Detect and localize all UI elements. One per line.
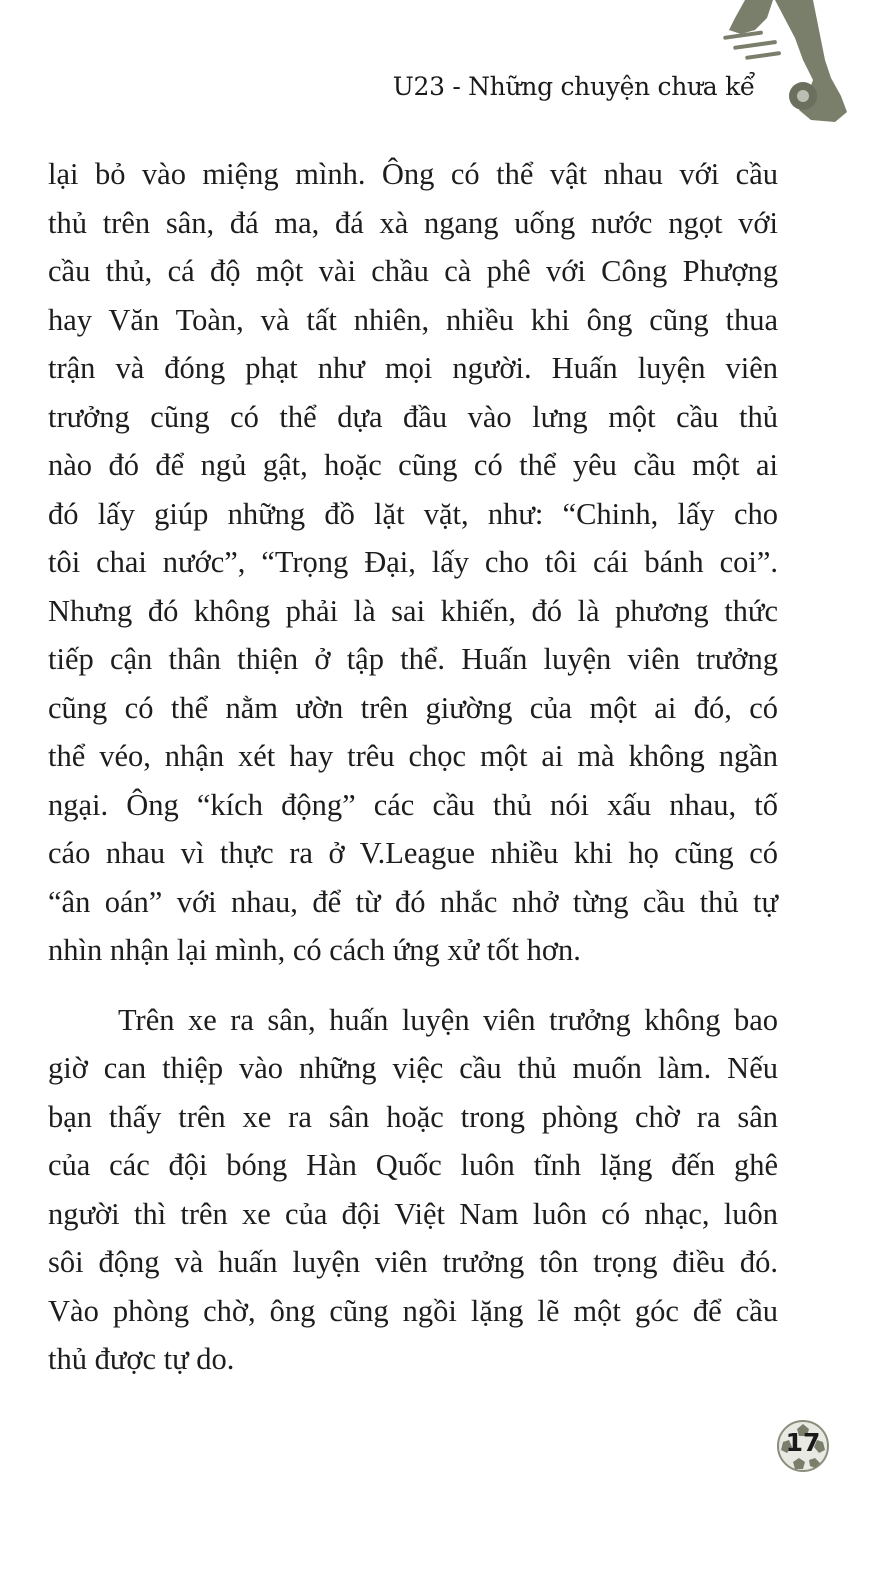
paragraph-gap — [48, 975, 778, 996]
text-line: hay Văn Toàn, và tất nhiên, nhiều khi ông cũng thua — [48, 302, 778, 337]
paragraph-2 — [48, 996, 778, 1384]
page-body — [48, 150, 778, 1384]
text-line: cũng có thể nằm ườn trên giường của một ai đó, có — [48, 690, 778, 725]
text-line: Trên xe ra sân, huấn luyện viên trưởng không bao — [118, 1002, 778, 1037]
text-line: nào đó để ngủ gật, hoặc cũng có thể yêu cầu một ai — [48, 448, 778, 482]
text-line: thủ trên sân, đá ma, đá xà ngang uống nước ngọt với — [48, 205, 778, 240]
text-line: trưởng cũng có thể dựa đầu vào lưng một cầu thủ — [48, 399, 778, 434]
footballer-kicking-icon — [715, 0, 855, 125]
page-number-badge — [775, 1418, 831, 1474]
text-line: Vào phòng chờ, ông cũng ngồi lặng lẽ một góc để cầu — [48, 1293, 778, 1328]
text-line: cáo nhau vì thực ra ở V.League nhiều khi họ cũng có — [48, 836, 778, 870]
text-line: bạn thấy trên xe ra sân hoặc trong phòng chờ ra sân — [48, 1099, 778, 1134]
text-line: thể véo, nhận xét hay trêu chọc một ai mà không ngần — [48, 739, 778, 773]
text-line: của các đội bóng Hàn Quốc luôn tĩnh lặng đến ghê — [48, 1148, 778, 1182]
page-number: 17 — [785, 1428, 821, 1457]
text-line: sôi động và huấn luyện viên trưởng tôn trọng điều đó. — [48, 1245, 778, 1279]
text-line: nhìn nhận lại mình, có cách ứng xử tốt hơn. — [48, 933, 581, 967]
text-line: tôi chai nước”, “Trọng Đại, lấy cho tôi cái bánh coi”. — [48, 545, 778, 579]
text-line: thủ được tự do. — [48, 1342, 235, 1376]
text-line: Nhưng đó không phải là sai khiến, đó là phương thức — [48, 593, 778, 628]
text-line: “ân oán” với nhau, để từ đó nhắc nhở từng cầu thủ tự — [48, 884, 778, 919]
text-line: cầu thủ, cá độ một vài chầu cà phê với Công Phượng — [48, 254, 778, 288]
text-line: giờ can thiệp vào những việc cầu thủ muốn làm. Nếu — [48, 1051, 778, 1085]
text-line: người thì trên xe của đội Việt Nam luôn có nhạc, luôn — [48, 1196, 778, 1231]
text-line: tiếp cận thân thiện ở tập thể. Huấn luyện viên trưởng — [48, 642, 778, 676]
paragraph-1 — [48, 150, 778, 975]
running-header: U23 - Những chuyện chưa kể — [392, 72, 755, 101]
text-line: ngại. Ông “kích động” các cầu thủ nói xấu nhau, tố — [48, 787, 778, 822]
text-line: đó lấy giúp những đồ lặt vặt, như: “Chinh, lấy cho — [48, 496, 778, 531]
text-line: lại bỏ vào miệng mình. Ông có thể vật nhau với cầu — [48, 157, 778, 191]
text-line: trận và đóng phạt như mọi người. Huấn luyện viên — [48, 351, 778, 385]
